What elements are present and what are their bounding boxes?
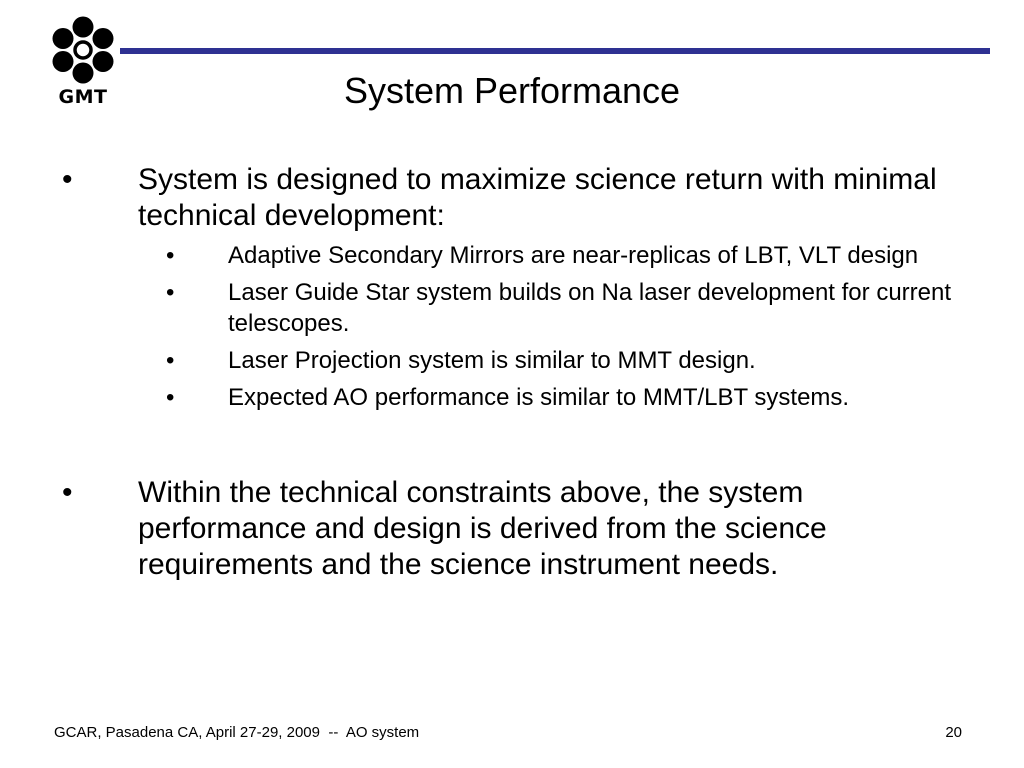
- sub-bullet-marker: •: [166, 347, 175, 374]
- bullet-text: System is designed to maximize science return with minimal technical development:: [138, 163, 937, 232]
- bullet-list: [0, 162, 1024, 583]
- slide-title: System Performance: [343, 70, 681, 111]
- bullet-text: Within the technical constraints above, the system performance and design is derived from the science requirements and the science instrument needs.: [138, 476, 827, 581]
- sub-bullet-item: [0, 277, 1024, 339]
- bullet-marker: •: [62, 476, 73, 509]
- page-number: 20: [945, 724, 962, 741]
- sub-bullet-marker: •: [166, 242, 175, 269]
- bullet-marker: •: [62, 163, 73, 196]
- sub-bullet-text: Adaptive Secondary Mirrors are near-replicas of LBT, VLT design: [228, 242, 919, 269]
- sub-bullet-text: Laser Guide Star system builds on Na laser development for current telescopes.: [228, 279, 952, 337]
- logo-text: GMT: [58, 86, 108, 108]
- footer-caption: GCAR, Pasadena CA, April 27-29, 2009 -- AO system: [54, 724, 420, 741]
- header-rule: [120, 48, 990, 54]
- sub-bullet-text: Expected AO performance is similar to MMT/LBT systems.: [228, 384, 850, 411]
- sub-bullet-marker: •: [166, 279, 175, 306]
- bullet-item: [0, 475, 1024, 583]
- sub-bullet-item: [0, 240, 1024, 271]
- bullet-item: [0, 162, 1024, 234]
- sub-bullet-text: Laser Projection system is similar to MMT design.: [228, 347, 756, 374]
- sub-bullet-item: [0, 382, 1024, 413]
- sub-bullet-item: [0, 345, 1024, 376]
- sub-bullet-marker: •: [166, 384, 175, 411]
